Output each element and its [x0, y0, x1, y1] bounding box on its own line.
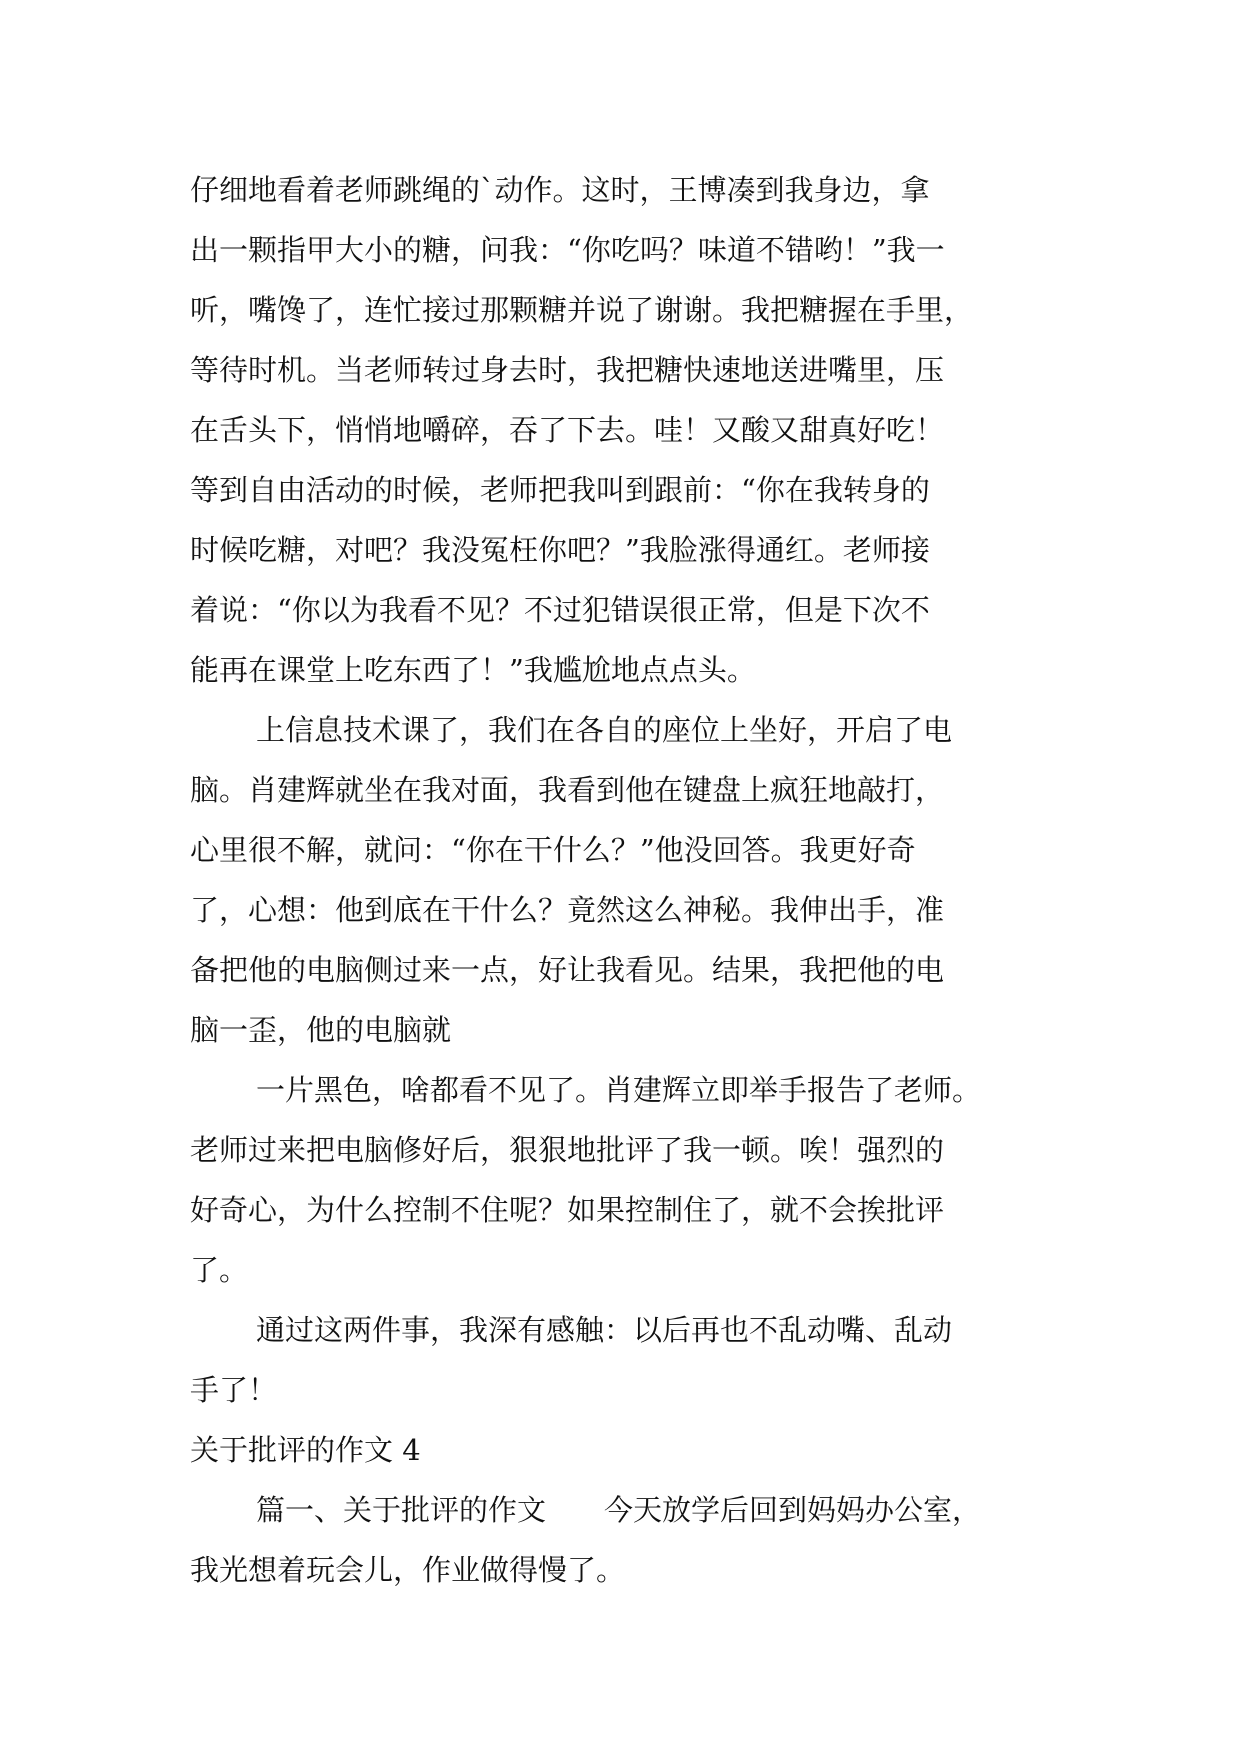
- text-line: 一片黑色，啥都看不见了。肖建辉立即举手报告了老师。: [256, 1073, 982, 1107]
- text-line: 通过这两件事，我深有感触：以后再也不乱动嘴、乱动: [256, 1313, 953, 1347]
- text-line: 上信息技术课了，我们在各自的座位上坐好，开启了电: [256, 713, 953, 747]
- text-line: 我光想着玩会儿，作业做得慢了。: [190, 1553, 626, 1587]
- text-line: 时候吃糖，对吧？我没冤枉你吧？”我脸涨得通红。老师接: [190, 533, 930, 567]
- text-line: 等到自由活动的时候，老师把我叫到跟前：“你在我转身的: [190, 473, 930, 507]
- text-line: 能再在课堂上吃东西了！”我尴尬地点点头。: [190, 653, 756, 687]
- text-line: 出一颗指甲大小的糖，问我：“你吃吗？味道不错哟！”我一: [190, 233, 945, 267]
- text-line: 等待时机。当老师转过身去时，我把糖快速地送进嘴里，压: [190, 353, 945, 387]
- text-line: 心里很不解，就问：“你在干什么？”他没回答。我更好奇: [190, 833, 916, 867]
- document-body: [190, 160, 1060, 1600]
- text-line: 了。: [190, 1253, 249, 1287]
- text-line: 备把他的电脑侧过来一点，好让我看见。结果，我把他的电: [190, 953, 945, 987]
- text-line: 脑一歪，他的电脑就: [190, 1013, 452, 1047]
- text-line: 篇一、关于批评的作文 今天放学后回到妈妈办公室，: [256, 1493, 982, 1527]
- text-line: 好奇心，为什么控制不住呢？如果控制住了，就不会挨批评: [190, 1193, 945, 1227]
- text-line: 手了！: [190, 1373, 278, 1407]
- text-line: 仔细地看着老师跳绳的`动作。这时，王博凑到我身边，拿: [190, 173, 930, 207]
- section-heading: 关于批评的作文 4: [190, 1433, 421, 1467]
- text-line: 听，嘴馋了，连忙接过那颗糖并说了谢谢。我把糖握在手里，: [190, 293, 974, 327]
- text-line: 着说：“你以为我看不见？不过犯错误很正常，但是下次不: [190, 593, 930, 627]
- paragraph-candy-story: [190, 160, 1060, 700]
- paragraph-screen-black: [190, 1060, 1060, 1300]
- text-line: 了，心想：他到底在干什么？竟然这么神秘。我伸出手，准: [190, 893, 945, 927]
- paragraph-conclusion: [190, 1300, 1060, 1420]
- text-line: 脑。肖建辉就坐在我对面，我看到他在键盘上疯狂地敲打，: [190, 773, 945, 807]
- paragraph-computer-story: [190, 700, 1060, 1060]
- text-line: 在舌头下，悄悄地嚼碎，吞了下去。哇！又酸又甜真好吃！: [190, 413, 945, 447]
- paragraph-essay-one: [190, 1480, 1060, 1600]
- text-line: 老师过来把电脑修好后，狠狠地批评了我一顿。唉！强烈的: [190, 1133, 945, 1167]
